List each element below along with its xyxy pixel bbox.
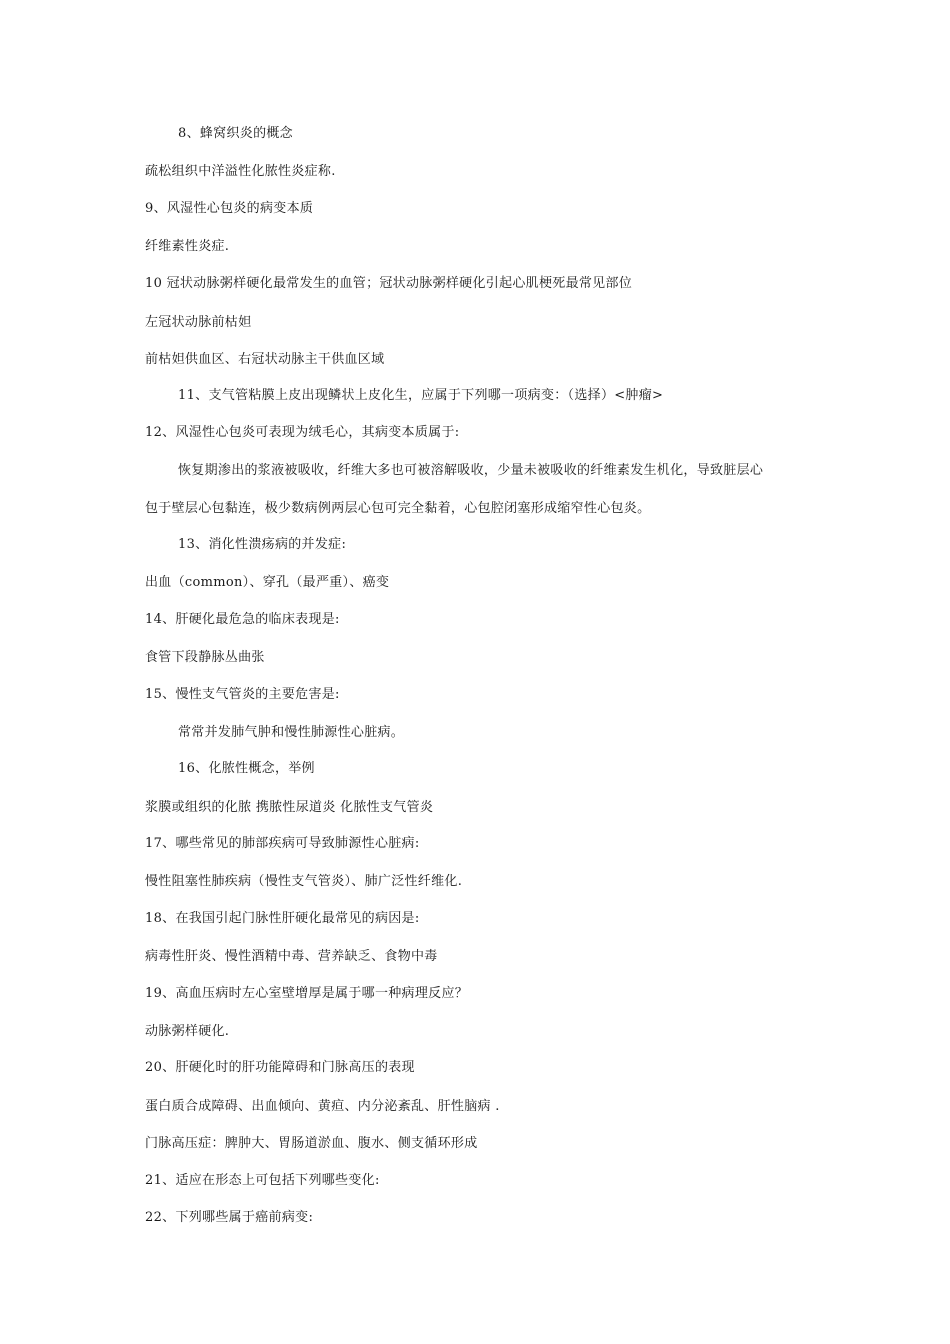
answer-15: 常常并发肺气肿和慢性肺源性心脏病。 [178, 725, 405, 740]
question-16: 16、化脓性概念，举例 [178, 761, 315, 776]
question-14: 14、肝硬化最危急的临床表现是: [145, 612, 340, 627]
question-9: 9、风湿性心包炎的病变本质 [145, 201, 314, 216]
answer-9: 纤维素性炎症. [145, 239, 230, 254]
answer-16: 浆膜或组织的化脓 携脓性尿道炎 化脓性支气管炎 [145, 800, 434, 815]
question-11: 11、支气管粘膜上皮出现鳞状上皮化生，应属于下列哪一项病变：（选择）<肿瘤> [178, 388, 664, 403]
answer-18: 病毒性肝炎、慢性酒精中毒、营养缺乏、食物中毒 [145, 949, 438, 964]
question-18: 18、在我国引起门脉性肝硬化最常见的病因是: [145, 911, 420, 926]
question-15: 15、慢性支气管炎的主要危害是: [145, 687, 340, 702]
answer-14: 食管下段静脉丛曲张 [145, 650, 265, 665]
answer-20-line-1: 蛋白质合成障碍、出血倾向、黄疸、内分泌紊乱、肝性脑病 . [145, 1099, 500, 1114]
answer-10-line-1: 左冠状动脉前枯妲 [145, 315, 252, 330]
answer-8: 疏松组织中洋溢性化脓性炎症称. [145, 164, 336, 179]
question-8: 8、蜂窝织炎的概念 [178, 126, 293, 141]
answer-20-line-2: 门脉高压症：脾肿大、胃肠道淤血、腹水、侧支循环形成 [145, 1136, 478, 1151]
answer-12-line-2: 包于壁层心包黏连，极少数病例两层心包可完全黏着，心包腔闭塞形成缩窄性心包炎。 [145, 501, 651, 516]
answer-10-line-2: 前枯妲供血区、右冠状动脉主干供血区域 [145, 352, 385, 367]
question-10: 10 冠状动脉粥样硬化最常发生的血管；冠状动脉粥样硬化引起心肌梗死最常见部位 [145, 276, 633, 291]
question-13: 13、消化性溃疡病的并发症: [178, 537, 347, 552]
question-21: 21、适应在形态上可包括下列哪些变化: [145, 1173, 380, 1188]
question-20: 20、肝硬化时的肝功能障碍和门脉高压的表现 [145, 1060, 415, 1075]
answer-17: 慢性阻塞性肺疾病（慢性支气管炎）、肺广泛性纤维化. [145, 874, 463, 889]
question-19: 19、高血压病时左心室壁增厚是属于哪一种病理反应？ [145, 986, 469, 1001]
question-17: 17、哪些常见的肺部疾病可导致肺源性心脏病: [145, 836, 420, 851]
question-12: 12、风湿性心包炎可表现为绒毛心，其病变本质属于: [145, 425, 460, 440]
answer-19: 动脉粥样硬化. [145, 1024, 230, 1039]
answer-12-line-1: 恢复期渗出的浆液被吸收，纤维大多也可被溶解吸收，少量未被吸收的纤维素发生机化，导致脏层心 [178, 463, 764, 478]
question-22: 22、下列哪些属于癌前病变: [145, 1210, 314, 1225]
answer-13: 出血（common）、穿孔（最严重）、癌变 [145, 575, 390, 590]
